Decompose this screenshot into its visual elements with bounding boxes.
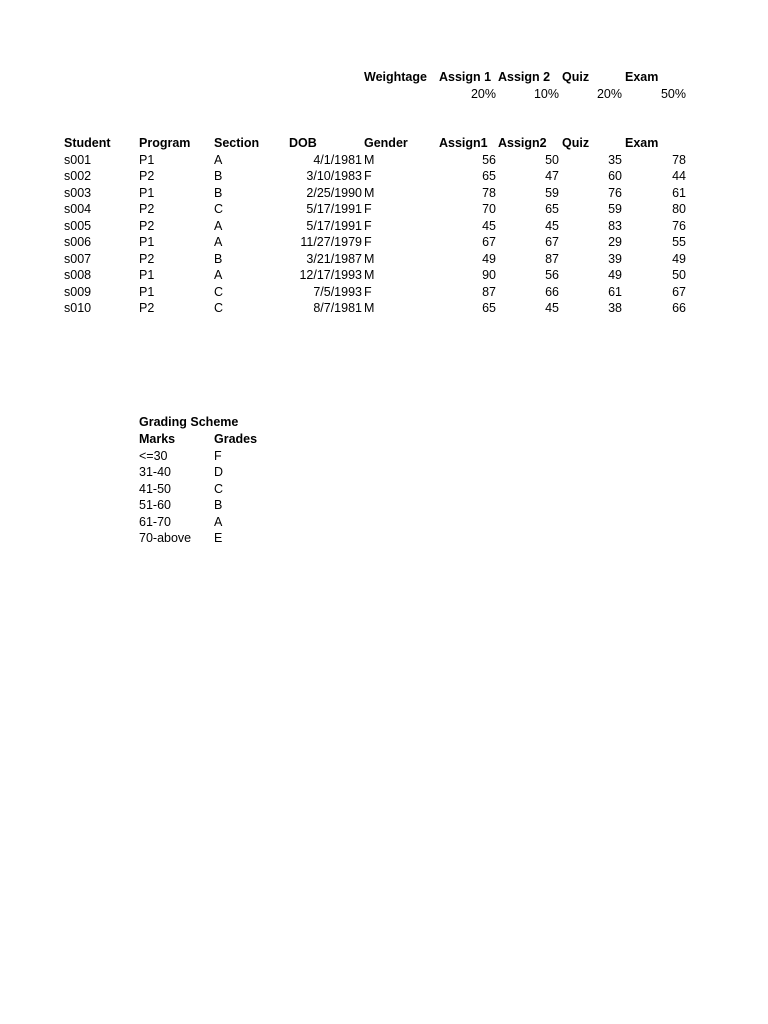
weightage-header-exam: Exam [625,70,659,84]
column-header-program: Program [139,136,191,150]
cell-assign1: 49 [482,251,496,266]
cell-assign2: 45 [545,301,559,315]
cell-assign2: 50 [545,152,559,167]
cell-section: C [214,202,224,216]
cell-gender: M [364,268,375,282]
cell-quiz: 35 [608,152,622,167]
cell-exam: 76 [672,218,686,233]
cell-program: P2 [139,202,155,216]
weightage-header-quiz: Quiz [562,70,590,84]
weightage-value-assign1: 20% [470,87,496,101]
grading-grade: E [214,531,223,545]
cell-assign1: 67 [482,235,496,249]
weightage-header-assign1: Assign 1 [439,70,492,84]
cell-student: s003 [64,185,92,200]
weightage-label: Weightage [364,70,427,84]
grading-row [0,448,768,464]
cell-gender: F [364,218,372,233]
cell-gender: M [364,251,375,266]
cell-exam: 61 [672,185,686,200]
table-row [0,168,768,184]
cell-dob: 12/17/1993 [299,268,362,282]
cell-assign2: 56 [545,268,559,282]
grading-grade: D [214,465,224,479]
weightage-value-quiz: 20% [596,87,622,101]
grading-marks: <=30 [139,448,168,463]
table-row [0,185,768,201]
cell-program: P1 [139,235,155,249]
cell-quiz: 29 [608,235,622,249]
cell-student: s010 [64,301,92,315]
cell-program: P2 [139,301,155,315]
column-header-exam: Exam [625,136,659,150]
column-header-student: Student [64,136,111,150]
cell-exam: 80 [672,202,686,216]
grading-marks: 70-above [139,531,192,545]
cell-assign2: 65 [545,202,559,216]
cell-gender: M [364,152,375,167]
cell-quiz: 76 [608,185,622,200]
cell-program: P2 [139,251,155,266]
cell-student: s009 [64,284,92,299]
cell-assign1: 70 [482,202,496,216]
table-row [0,201,768,217]
cell-dob: 3/21/1987 [306,251,362,266]
cell-program: P2 [139,169,155,183]
cell-exam: 78 [672,152,686,167]
cell-quiz: 38 [608,301,622,315]
cell-section: A [214,235,223,249]
grading-grade: C [214,481,224,496]
grading-header-grades: Grades [214,432,258,446]
cell-assign1: 65 [482,169,496,183]
table-row [0,251,768,267]
cell-assign1: 45 [482,218,496,233]
cell-assign2: 66 [545,284,559,299]
cell-assign2: 59 [545,185,559,200]
grading-header-marks: Marks [139,432,176,446]
cell-program: P1 [139,268,155,282]
cell-gender: F [364,284,372,299]
weightage-header-assign2: Assign 2 [498,70,551,84]
cell-gender: M [364,185,375,200]
table-row [0,218,768,234]
cell-assign1: 90 [482,268,496,282]
cell-program: P2 [139,218,155,233]
cell-exam: 55 [672,235,686,249]
cell-student: s007 [64,251,92,266]
cell-dob: 5/17/1991 [306,202,362,216]
table-row [0,234,768,250]
cell-section: B [214,185,223,200]
cell-program: P1 [139,185,155,200]
table-row [0,267,768,283]
cell-gender: F [364,202,372,216]
cell-quiz: 61 [608,284,622,299]
cell-assign1: 65 [482,301,496,315]
column-header-dob: DOB [289,136,317,150]
cell-exam: 67 [672,284,686,299]
cell-program: P1 [139,152,155,167]
cell-dob: 5/17/1991 [306,218,362,233]
cell-quiz: 39 [608,251,622,266]
cell-section: B [214,169,223,183]
grading-scheme-title: Grading Scheme [139,415,239,429]
cell-assign2: 87 [545,251,559,266]
cell-section: A [214,152,223,167]
cell-assign2: 47 [545,169,559,183]
cell-exam: 44 [672,169,686,183]
grading-row [0,514,768,530]
cell-student: s004 [64,202,92,216]
grading-row [0,530,768,546]
cell-section: B [214,251,223,266]
cell-assign1: 78 [482,185,496,200]
grading-row [0,497,768,513]
cell-dob: 4/1/1981 [313,152,362,167]
grading-grade: F [214,448,222,463]
cell-assign2: 45 [545,218,559,233]
grading-grade: B [214,498,223,512]
column-header-assign1: Assign1 [439,136,488,150]
grading-marks: 31-40 [139,465,171,479]
cell-exam: 49 [672,251,686,266]
cell-assign1: 87 [482,284,496,299]
cell-section: A [214,268,223,282]
cell-section: C [214,284,224,299]
cell-dob: 7/5/1993 [313,284,362,299]
column-header-section: Section [214,136,260,150]
cell-dob: 8/7/1981 [313,301,362,315]
cell-section: A [214,218,223,233]
cell-dob: 3/10/1983 [306,169,362,183]
grading-grade: A [214,514,223,529]
cell-gender: M [364,301,375,315]
grading-marks: 61-70 [139,514,171,529]
cell-gender: F [364,169,372,183]
cell-gender: F [364,235,372,249]
cell-student: s006 [64,235,92,249]
cell-exam: 66 [672,301,686,315]
table-row [0,152,768,168]
column-header-quiz: Quiz [562,136,590,150]
grading-row [0,481,768,497]
cell-section: C [214,301,224,315]
cell-quiz: 60 [608,169,622,183]
cell-quiz: 49 [608,268,622,282]
grading-row [0,464,768,480]
cell-student: s005 [64,218,92,233]
column-header-assign2: Assign2 [498,136,547,150]
cell-exam: 50 [672,268,686,282]
cell-dob: 2/25/1990 [306,185,362,200]
weightage-value-exam: 50% [660,87,686,101]
column-header-gender: Gender [364,136,408,150]
cell-dob: 11/27/1979 [300,235,362,249]
cell-student: s001 [64,152,92,167]
grading-marks: 41-50 [139,481,171,496]
cell-program: P1 [139,284,155,299]
weightage-value-assign2: 10% [533,87,559,101]
cell-student: s008 [64,268,92,282]
cell-quiz: 59 [608,202,622,216]
table-row [0,284,768,300]
grading-marks: 51-60 [139,498,171,512]
cell-student: s002 [64,169,92,183]
cell-assign2: 67 [545,235,559,249]
cell-assign1: 56 [482,152,496,167]
cell-quiz: 83 [608,218,622,233]
table-row [0,300,768,316]
